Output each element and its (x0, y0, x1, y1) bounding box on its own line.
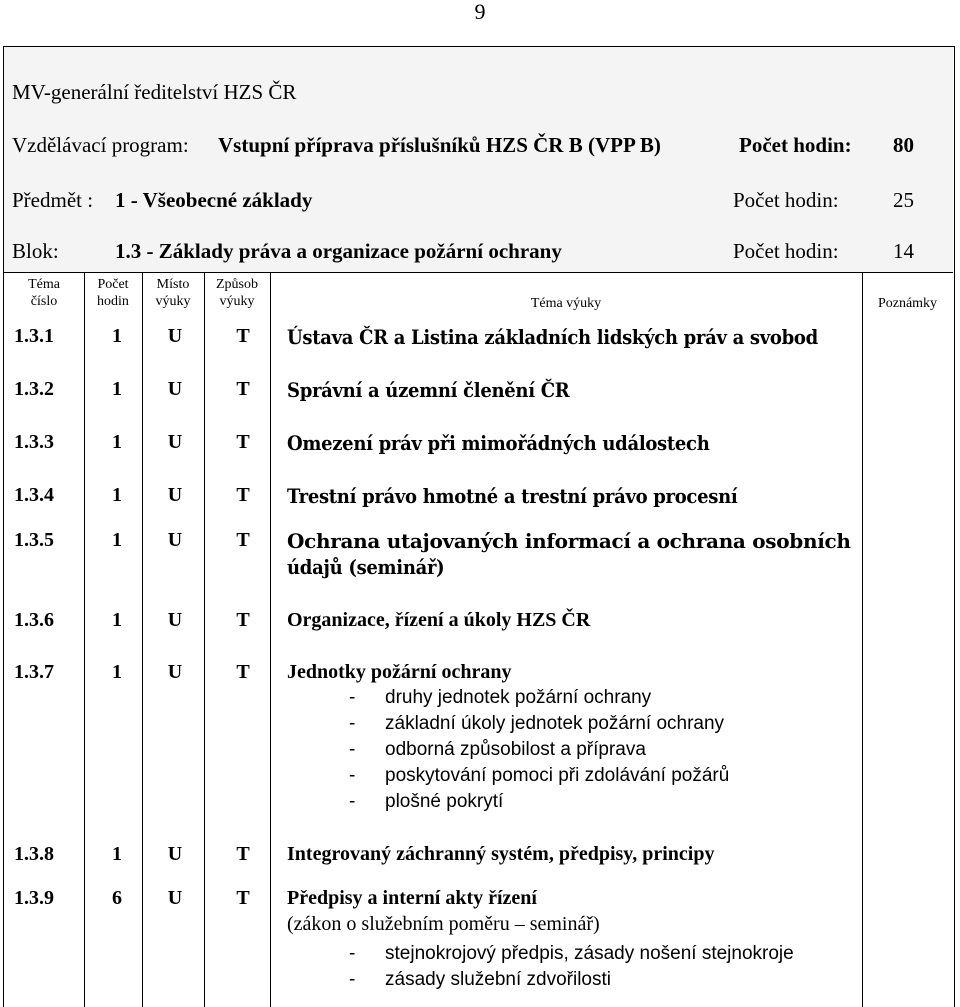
hours: 1 (112, 661, 122, 683)
topic-title: Jednotky požární ochrany (287, 661, 512, 683)
place: U (167, 378, 183, 400)
place: U (167, 431, 183, 453)
topic-title-continued: údajů (seminář) (287, 555, 445, 579)
topic-number: 1.3.7 (14, 661, 54, 683)
subject-hours: 25 (893, 188, 914, 212)
topic-title: Ústava ČR a Listina základních lidských práv a svobod (287, 325, 818, 349)
topic-title: Omezení práv při mimořádných událostech (287, 431, 710, 455)
hours: 1 (112, 431, 122, 453)
topic-note: (zákon o služebním poměru – seminář) (287, 913, 600, 935)
hours: 1 (112, 609, 122, 631)
place: U (167, 529, 183, 551)
column-divider (270, 273, 271, 1007)
method: T (236, 529, 250, 551)
method: T (236, 661, 250, 683)
col-header-notes: Poznámky (877, 296, 938, 311)
subject-value: 1 - Všeobecné základy (115, 188, 313, 212)
list-item: - odborná způsobilost a příprava (349, 739, 646, 760)
hours: 1 (112, 529, 122, 551)
hours: 1 (112, 843, 122, 865)
method: T (236, 325, 250, 347)
topic-title: Trestní právo hmotné a trestní právo procesní (287, 484, 738, 508)
block-label: Blok: (12, 239, 59, 263)
topic-title: Ochrana utajovaných informací a ochrana osobních (287, 529, 851, 553)
topic-title: Organizace, řízení a úkoly HZS ČR (287, 609, 591, 631)
place: U (167, 484, 183, 506)
topic-number: 1.3.1 (14, 325, 54, 347)
topic-title: Integrovaný záchranný systém, předpisy, principy (287, 843, 715, 865)
list-item: - základní úkoly jednotek požární ochrany (349, 713, 725, 734)
method: T (236, 609, 250, 631)
col-header-topic-number: Téma číslo (28, 277, 60, 309)
program-value: Vstupní příprava příslušníků HZS ČR B (VPP B) (218, 133, 661, 157)
hours: 1 (112, 378, 122, 400)
column-divider (862, 273, 863, 1007)
topic-number: 1.3.4 (14, 484, 54, 506)
place: U (167, 843, 183, 865)
list-item: - plošné pokrytí (349, 791, 504, 812)
place: U (167, 887, 183, 909)
block-hours: 14 (893, 239, 914, 263)
topic-title: Předpisy a interní akty řízení (287, 887, 537, 909)
topic-number: 1.3.2 (14, 378, 54, 400)
place: U (167, 661, 183, 683)
place: U (167, 609, 183, 631)
subject-label: Předmět : (12, 188, 94, 212)
document-header (4, 47, 953, 273)
col-header-method: Způsob výuky (216, 277, 258, 309)
topic-title: Správní a územní členění ČR (287, 378, 570, 402)
topic-number: 1.3.9 (14, 887, 54, 909)
topic-number: 1.3.6 (14, 609, 54, 631)
method: T (236, 378, 250, 400)
column-divider (204, 273, 205, 1007)
list-item: - druhy jednotek požární ochrany (349, 687, 652, 708)
column-divider (84, 273, 85, 1007)
method: T (236, 484, 250, 506)
block-hours-label: Počet hodin: (733, 239, 839, 263)
col-header-hours: Počet hodin (97, 277, 129, 309)
hours: 1 (112, 325, 122, 347)
col-header-place: Místo výuky (155, 277, 191, 309)
block-value: 1.3 - Základy práva a organizace požární ochrany (115, 239, 562, 263)
program-hours: 80 (893, 133, 914, 157)
topic-number: 1.3.8 (14, 843, 54, 865)
subject-hours-label: Počet hodin: (733, 188, 839, 212)
list-item: - poskytování pomoci při zdolávání požárů (349, 765, 730, 786)
col-header-topic: Téma výuky (530, 296, 602, 311)
program-label: Vzdělávací program: (12, 133, 189, 157)
topic-number: 1.3.5 (14, 529, 54, 551)
method: T (236, 843, 250, 865)
column-divider (142, 273, 143, 1007)
curriculum-sheet (3, 46, 955, 1007)
hours: 1 (112, 484, 122, 506)
method: T (236, 887, 250, 909)
list-item: - stejnokrojový předpis, zásady nošení stejnokroje (349, 943, 794, 964)
program-hours-label: Počet hodin: (739, 133, 852, 157)
method: T (236, 431, 250, 453)
list-item: - zásady služební zdvořilosti (349, 969, 611, 990)
topic-number: 1.3.3 (14, 431, 54, 453)
hours: 6 (112, 887, 122, 909)
organization-name: MV-generální ředitelství HZS ČR (12, 80, 297, 104)
page-number: 9 (474, 0, 486, 24)
place: U (167, 325, 183, 347)
